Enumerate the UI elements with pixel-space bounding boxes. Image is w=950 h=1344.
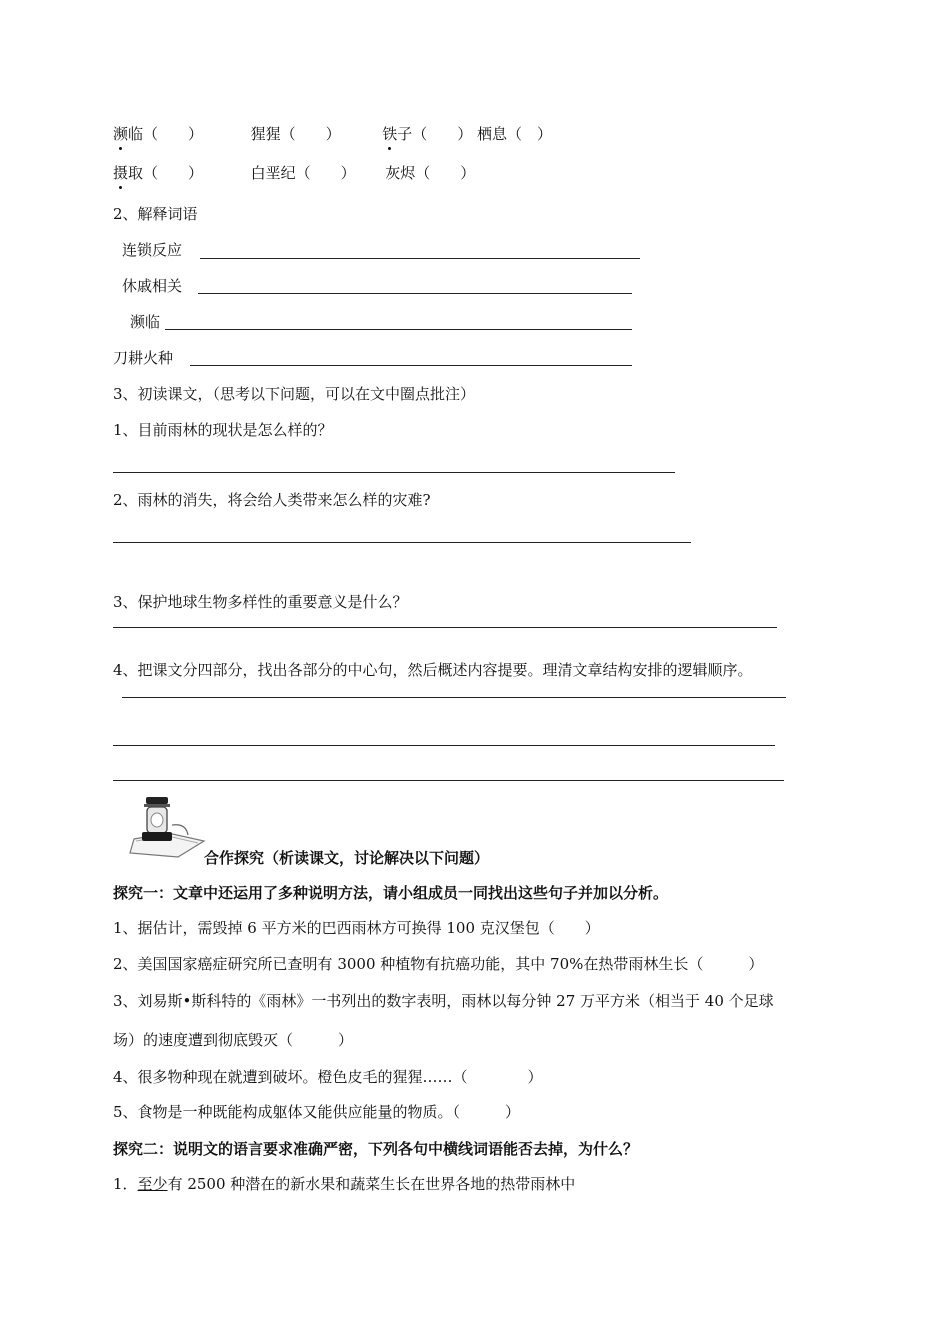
answer-line[interactable] — [113, 780, 784, 781]
explore-part-2-title: 探究二：说明文的语言要求准确严密，下列各句中横线词语能否去掉，为什么？ — [113, 1140, 639, 1158]
answer-blank: （ ） — [412, 125, 473, 143]
pinyin-row-2: 摄 取（ ） 白垩纪（ ） 灰烬（ ） — [113, 163, 475, 183]
answer-line[interactable] — [198, 293, 632, 294]
explore-item-3-cont: 场）的速度遭到彻底毁灭（ ） — [113, 1031, 354, 1049]
answer-blank: （ ） — [295, 164, 356, 182]
answer-blank: （ ） — [143, 164, 204, 182]
answer-line[interactable] — [122, 697, 786, 698]
question-3: 3、保护地球生物多样性的重要意义是什么？ — [113, 593, 408, 611]
term-2: 休戚相关 — [122, 277, 183, 295]
dotted-char: 濒 — [113, 124, 128, 144]
question-4: 4、把课文分四部分，找出各部分的中心句，然后概述内容提要。理清文章结构安排的逻辑顺序。 — [113, 661, 753, 679]
answer-blank: （ ） — [415, 164, 476, 182]
answer-line[interactable] — [113, 542, 691, 543]
question-2: 2、雨林的消失，将会给人类带来怎么样的灾难? — [113, 491, 431, 509]
answer-line[interactable] — [165, 329, 632, 330]
section-3-title: 3、初读课文，（思考以下问题，可以在文中圈点批注） — [113, 385, 476, 403]
section-2-title: 2、解释词语 — [113, 205, 198, 223]
answer-line[interactable] — [113, 472, 675, 473]
answer-blank: （ ） — [507, 125, 553, 143]
dotted-char: 铁 — [382, 124, 397, 144]
explore-part-1-title: 探究一：文章中还运用了多种说明方法，请小组成员一同找出这些句子并加以分析。 — [113, 884, 669, 902]
explore-heading: 合作探究（析读课文，讨论解决以下问题） — [204, 849, 490, 867]
term-3: 濒临 — [130, 313, 161, 331]
pinyin-row-1: 濒 临（ ） 猩猩（ ） 铁 子（ ） 栖息（ ） — [113, 124, 552, 144]
explore-item-3: 3、刘易斯•斯科特的《雨林》一书列出的数字表明，雨林以每分钟 27 万平方米（相当于 40 个足球 — [113, 992, 774, 1010]
answer-line[interactable] — [113, 627, 777, 628]
explore-item-4: 4、很多物种现在就遭到破坏。橙色皮毛的猩猩……（ ） — [113, 1068, 543, 1086]
answer-line[interactable] — [190, 365, 632, 366]
explore-item-5: 5、食物是一种既能构成躯体又能供应能量的物质。（ ） — [113, 1103, 521, 1121]
dotted-char: 摄 — [113, 163, 128, 183]
answer-line[interactable] — [113, 745, 775, 746]
term-1: 连锁反应 — [122, 241, 183, 259]
explore-item-1: 1、据估计，需毁掉 6 平方米的巴西雨林方可换得 100 克汉堡包（ ） — [113, 919, 600, 937]
answer-blank: （ ） — [143, 125, 204, 143]
answer-line[interactable] — [200, 258, 640, 259]
question-1: 1、目前雨林的现状是怎么样的？ — [113, 421, 333, 439]
underlined-word: 至少 — [137, 1175, 168, 1193]
lantern-icon — [128, 795, 206, 859]
answer-blank: （ ） — [280, 125, 341, 143]
term-4: 刀耕火种 — [113, 349, 174, 367]
explore-part-2-item-1: 1．至少有 2500 种潜在的新水果和蔬菜生长在世界各地的热带雨林中 — [113, 1175, 576, 1193]
explore-item-2: 2、美国国家癌症研究所已查明有 3000 种植物有抗癌功能，其中 70%在热带雨林生长（ ） — [113, 955, 764, 973]
